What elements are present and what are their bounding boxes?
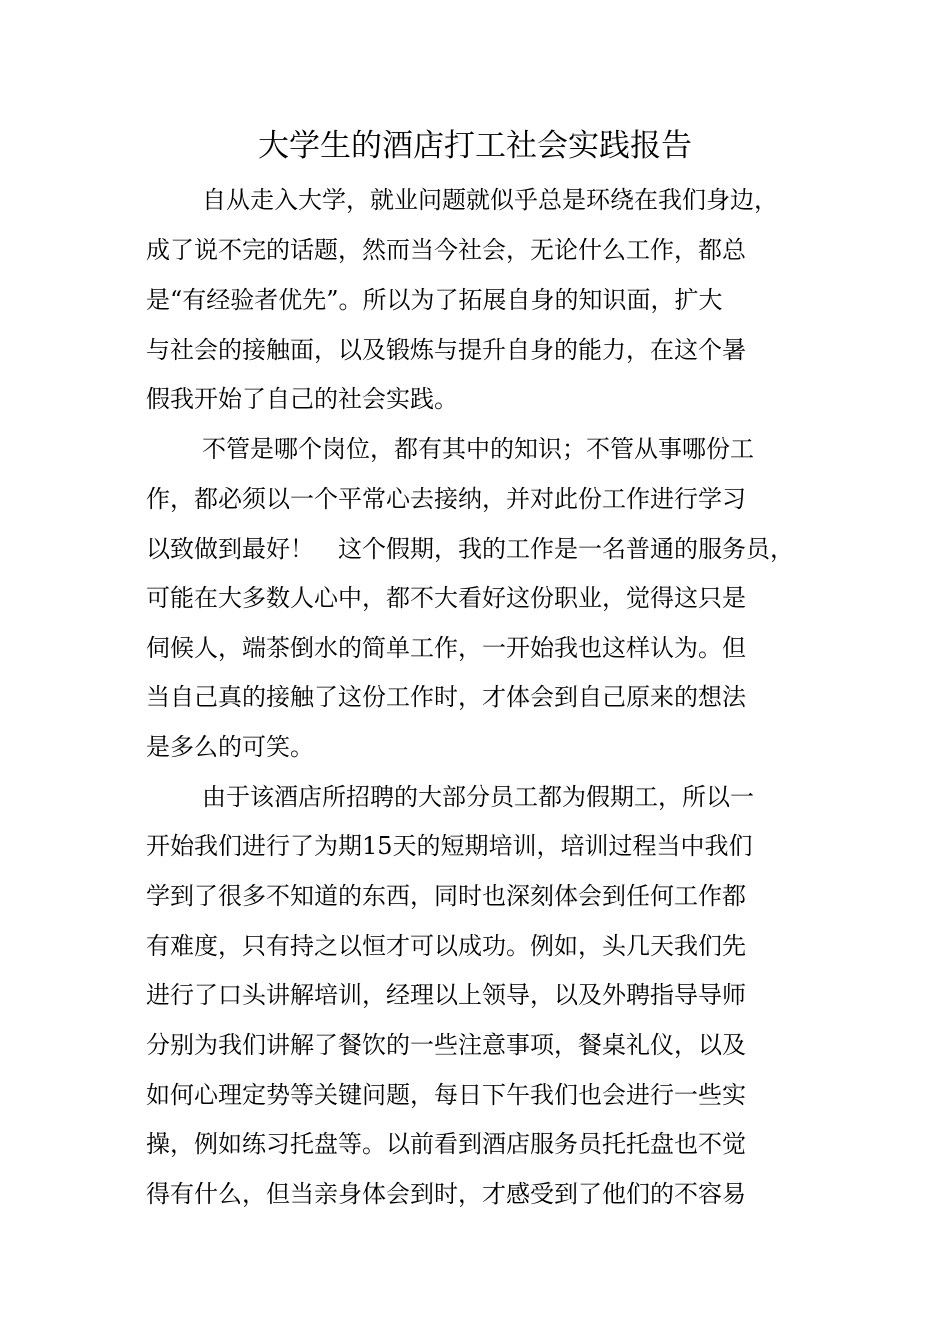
- paragraph-line: 以致做到最好！ 这个假期，我的工作是一名普通的服务员，: [146, 535, 794, 563]
- paragraph-line: 不管是哪个岗位，都有其中的知识；不管从事哪份工: [202, 435, 754, 463]
- page-title: 大学生的酒店打工社会实践报告: [258, 128, 692, 164]
- paragraph-line: 是“有经验者优先”。所以为了拓展自身的知识面，扩大: [146, 286, 723, 314]
- paragraph-line: 进行了口头讲解培训，经理以上领导，以及外聘指导导师: [146, 981, 746, 1009]
- paragraph-line: 有难度，只有持之以恒才可以成功。例如，头几天我们先: [146, 932, 746, 960]
- paragraph-line: 开始我们进行了为期15天的短期培训，培训过程当中我们: [146, 832, 753, 860]
- paragraph-line: 是多么的可笑。: [146, 733, 314, 761]
- paragraph-line: 当自己真的接触了这份工作时，才体会到自己原来的想法: [146, 683, 746, 711]
- paragraph-line: 作，都必须以一个平常心去接纳，并对此份工作进行学习: [146, 485, 746, 513]
- paragraph-line: 伺候人，端茶倒水的简单工作，一开始我也这样认为。但: [146, 634, 746, 662]
- paragraph-line: 学到了很多不知道的东西，同时也深刻体会到任何工作都: [146, 882, 746, 910]
- paragraph-line: 分别为我们讲解了餐饮的一些注意事项，餐桌礼仪，以及: [146, 1031, 746, 1059]
- paragraph-line: 与社会的接触面，以及锻炼与提升自身的能力，在这个暑: [146, 336, 746, 364]
- paragraph-line: 得有什么，但当亲身体会到时，才感受到了他们的不容易: [146, 1180, 746, 1208]
- paragraph-line: 自从走入大学，就业问题就似乎总是环绕在我们身边，: [202, 186, 778, 214]
- paragraph-line: 可能在大多数人心中，都不大看好这份职业，觉得这只是: [146, 584, 746, 612]
- paragraph-line: 操，例如练习托盘等。以前看到酒店服务员托托盘也不觉: [146, 1130, 746, 1158]
- paragraph-line: 成了说不完的话题，然而当今社会，无论什么工作，都总: [146, 236, 746, 264]
- paragraph-line: 假我开始了自己的社会实践。: [146, 385, 458, 413]
- paragraph-line: 由于该酒店所招聘的大部分员工都为假期工，所以一: [202, 783, 754, 811]
- paragraph-line: 如何心理定势等关键问题，每日下午我们也会进行一些实: [146, 1081, 746, 1109]
